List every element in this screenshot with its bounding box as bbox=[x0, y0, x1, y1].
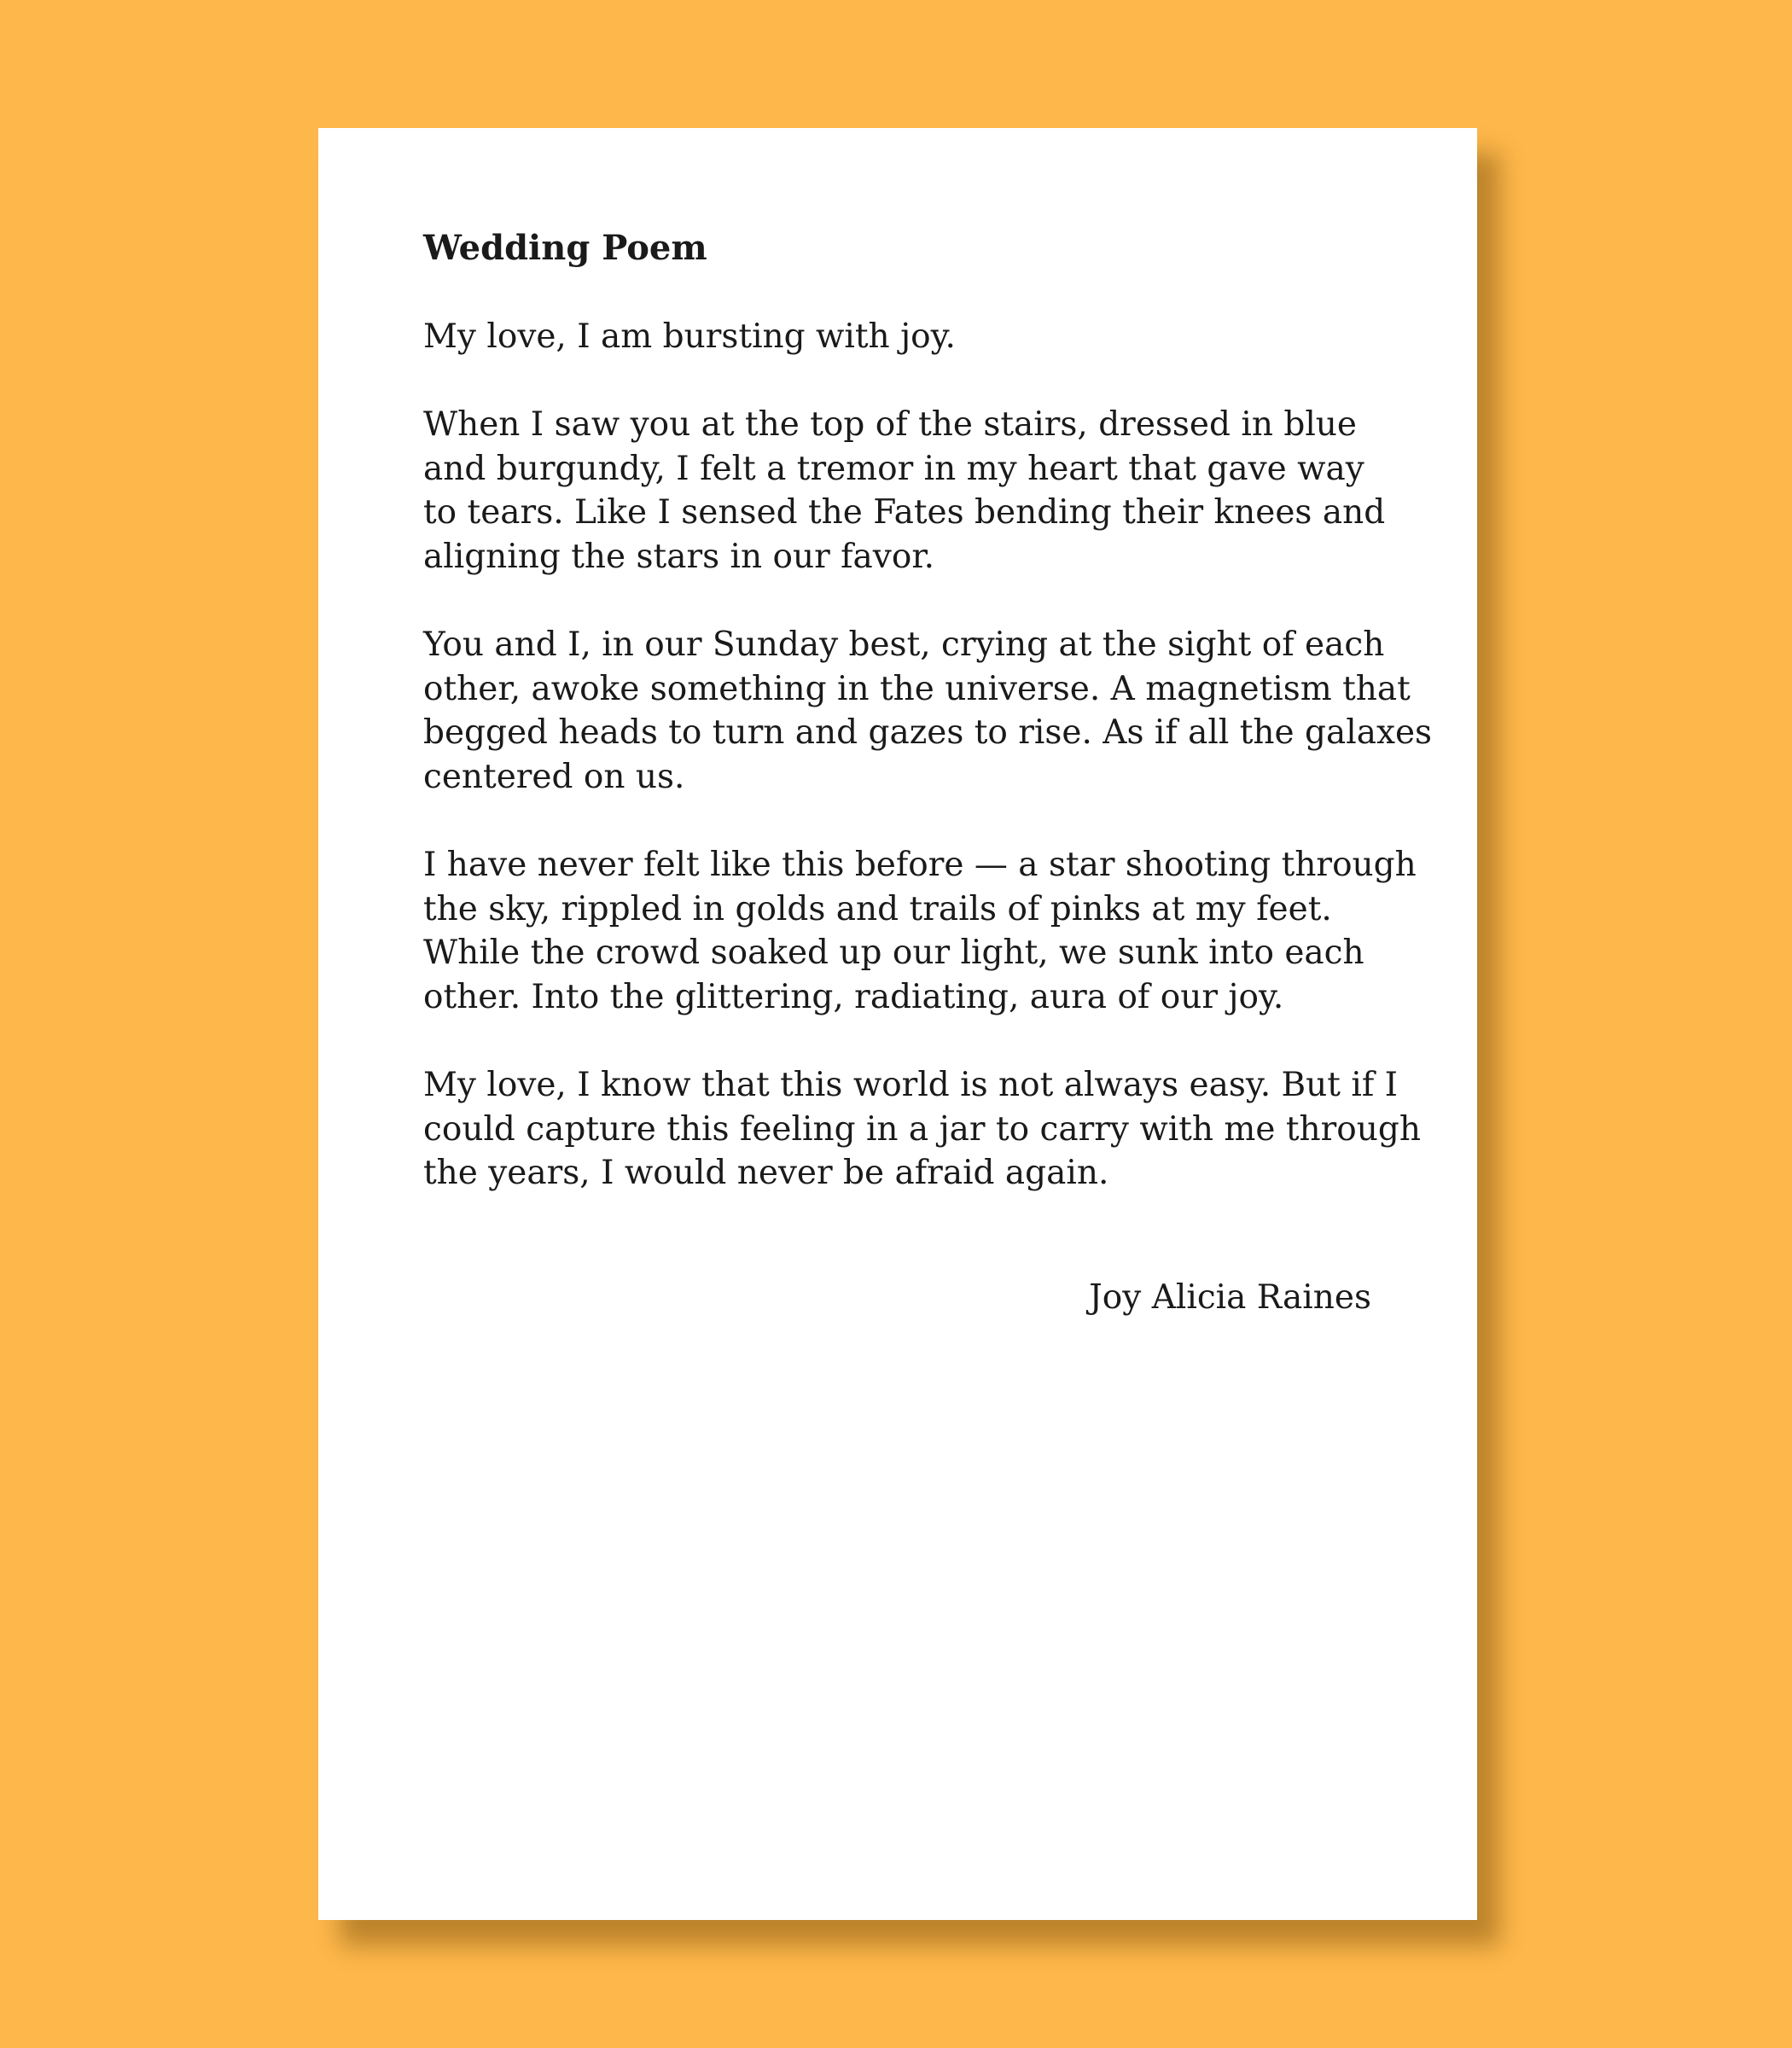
poem-line: other. Into the glittering, radiating, aura of our joy. bbox=[423, 977, 1284, 1016]
poem-line: I have never felt like this before — a star shooting through bbox=[423, 846, 1417, 884]
poem-page bbox=[318, 128, 1477, 1920]
poem-line: other, awoke something in the universe. A magnetism that bbox=[423, 669, 1411, 708]
poem-line: begged heads to turn and gazes to rise. As if all the galaxes bbox=[423, 713, 1433, 752]
stanza-1 bbox=[423, 315, 1388, 359]
poem-line: centered on us. bbox=[423, 757, 685, 796]
stanza-4 bbox=[423, 843, 1417, 1019]
poem-line: the years, I would never be afraid again. bbox=[423, 1154, 1109, 1192]
poem-line: When I saw you at the top of the stairs, dressed in blue bbox=[423, 405, 1357, 444]
poem-line: My love, I know that this world is not always easy. But if I bbox=[423, 1066, 1399, 1104]
poem-body bbox=[423, 226, 1433, 1240]
poem-title: Wedding Poem bbox=[423, 228, 707, 268]
poem-line: and burgundy, I felt a tremor in my heart that gave way bbox=[423, 449, 1364, 488]
poem-line: aligning the stars in our favor. bbox=[423, 537, 935, 576]
poem-line: You and I, in our Sunday best, crying at the sight of each bbox=[423, 625, 1385, 664]
stanza-2 bbox=[423, 403, 1388, 579]
poem-line: the sky, rippled in golds and trails of pinks at my feet. bbox=[423, 889, 1332, 928]
poem-line: While the crowd soaked up our light, we sunk into each bbox=[423, 934, 1364, 972]
stanza-3 bbox=[423, 623, 1433, 799]
poem-line: to tears. Like I sensed the Fates bending their knees and bbox=[423, 493, 1386, 532]
stanza-5 bbox=[423, 1063, 1421, 1196]
poem-line: could capture this feeling in a jar to carry with me through bbox=[423, 1109, 1421, 1149]
poem-author: Joy Alicia Raines bbox=[1089, 1278, 1371, 1317]
poem-line: My love, I am bursting with joy. bbox=[423, 317, 956, 356]
